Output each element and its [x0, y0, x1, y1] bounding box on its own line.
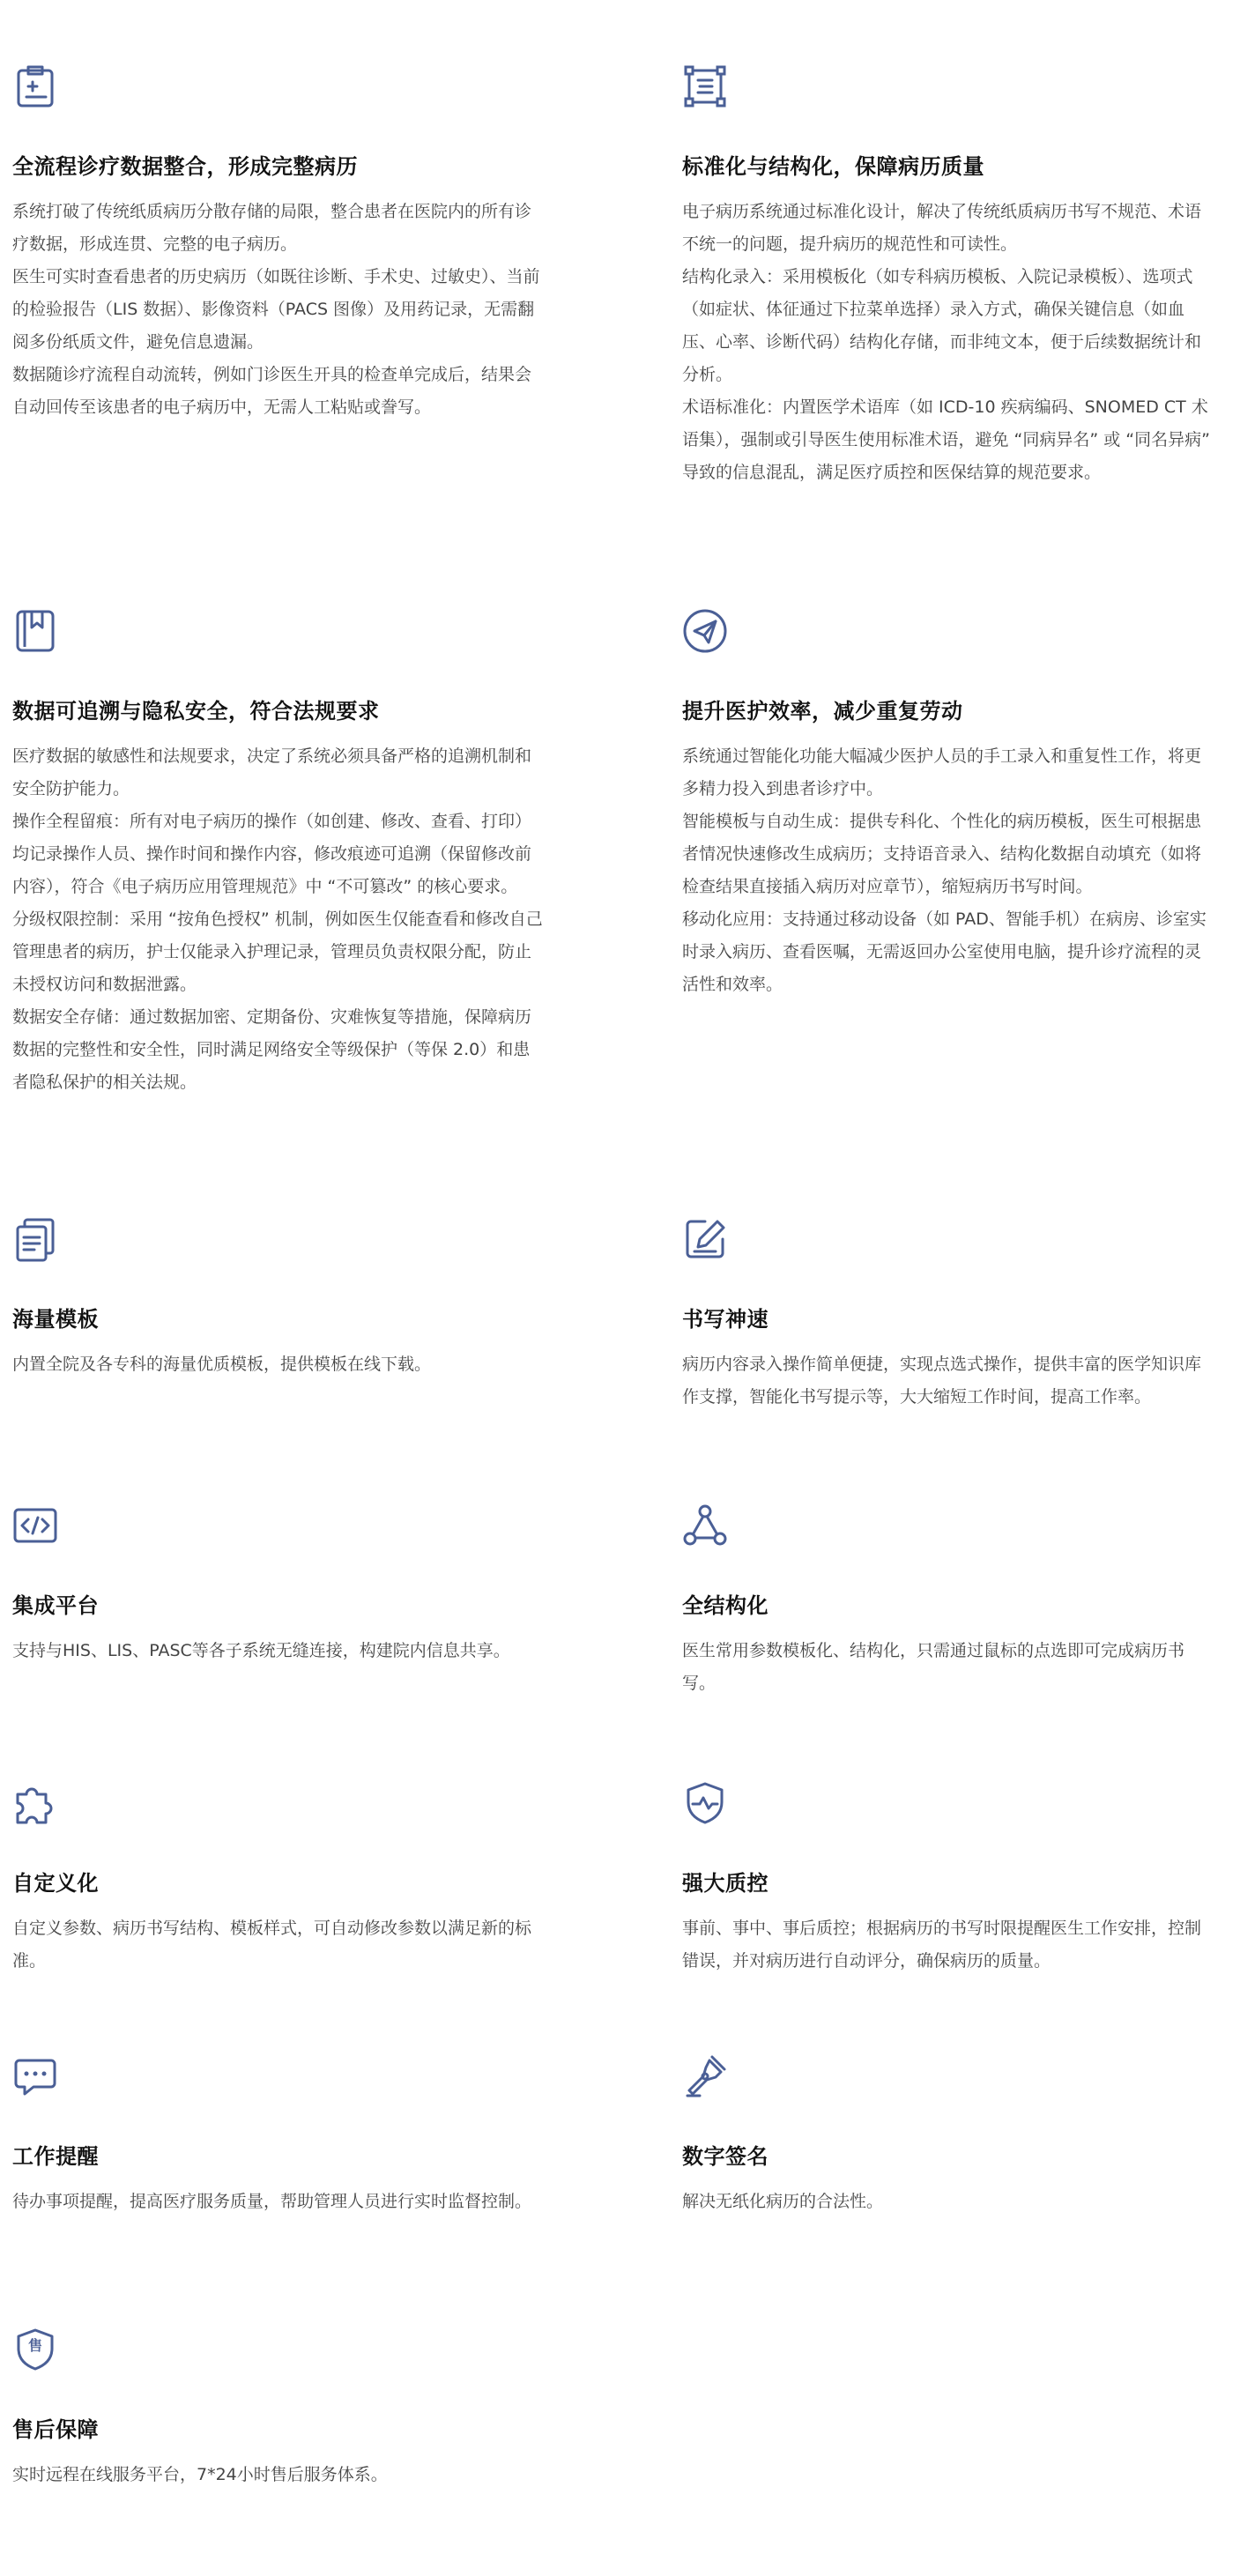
feature-paragraph: 数据随诊疗流程自动流转，例如门诊医生开具的检查单完成后，结果会自动回传至该患者的电子病历中，无需人工粘贴或誊写。: [12, 365, 532, 417]
feature-card-quality-control: [670, 1780, 1216, 1978]
after-sales-badge-text: 售: [27, 2337, 42, 2354]
edit-pen-icon: [682, 1216, 728, 1262]
feature-card-after-sales: [0, 2327, 546, 2491]
feature-title: 海量模板: [12, 1307, 99, 1332]
feature-paragraph: 内置全院及各专科的海量优质模板，提供模板在线下载。: [12, 1355, 432, 1374]
feature-title: 强大质控: [682, 1871, 769, 1896]
feature-title: 全流程诊疗数据整合，形成完整病历: [12, 154, 358, 179]
feature-card-templates: [0, 1216, 546, 1381]
feature-paragraph: 待办事项提醒，提高医疗服务质量，帮助管理人员进行实时监督控制。: [12, 2192, 532, 2211]
feature-title: 售后保障: [12, 2417, 99, 2442]
feature-title: 全结构化: [682, 1593, 769, 1618]
feature-title: 提升医护效率，减少重复劳动: [682, 699, 963, 724]
feature-paragraph: 数据安全存储：通过数据加密、定期备份、灾难恢复等措施，保障病历数据的完整性和安全性，同时满足网络安全等级保护（等保 2.0）和患者隐私保护的相关法规。: [12, 1007, 532, 1092]
documents-icon: [12, 1216, 58, 1262]
feature-paragraph: 系统通过智能化功能大幅减少医护人员的手工录入和重复性工作，将更多精力投入到患者诊疗中。: [682, 746, 1202, 798]
feature-paragraph: 支持与HIS、LIS、PASC等各子系统无缝连接，构建院内信息共享。: [12, 1641, 510, 1660]
puzzle-icon: [12, 1780, 58, 1826]
feature-paragraph: 分级权限控制：采用 “按角色授权” 机制，例如医生仅能查看和修改自己管理患者的病历，护士仅能录入护理记录，管理员负责权限分配，防止未授权访问和数据泄露。: [12, 909, 543, 994]
shield-pulse-icon: [682, 1780, 728, 1826]
feature-paragraph: 系统打破了传统纸质病历分散存储的局限，整合患者在医院内的所有诊疗数据，形成连贯、完整的电子病历。: [12, 202, 532, 254]
feature-card-full-structure: [670, 1503, 1216, 1700]
feature-card-efficiency: [670, 608, 1216, 1001]
fountain-pen-icon: [682, 2053, 728, 2099]
feature-paragraph: 实时远程在线服务平台，7*24小时售后服务体系。: [12, 2465, 388, 2484]
structured-list-icon: [682, 63, 728, 109]
after-sales-badge-icon: [12, 2327, 58, 2372]
feature-card-reminder: [0, 2053, 546, 2218]
feature-paragraph: 病历内容录入操作简单便捷，实现点选式操作，提供丰富的医学知识库作支撑，智能化书写提示等，大大缩短工作时间，提高工作率。: [682, 1355, 1202, 1407]
feature-title: 标准化与结构化，保障病历质量: [682, 154, 984, 179]
feature-card-traceability: [0, 608, 546, 1099]
code-icon: [12, 1503, 58, 1548]
feature-paragraph: 智能模板与自动生成：提供专科化、个性化的病历模板，医生可根据患者情况快速修改生成病历；支持语音录入、结构化数据自动填充（如将检查结果直接插入病历对应章节），缩短病历书写时间。: [682, 812, 1202, 896]
feature-paragraph: 结构化录入：采用模板化（如专科病历模板、入院记录模板）、选项式（如症状、体征通过下拉菜单选择）录入方式，确保关键信息（如血压、心率、诊断代码）结构化存储，而非纯文本，便于后续数据统计和分析。: [682, 267, 1202, 384]
feature-paragraph: 医生可实时查看患者的历史病历（如既往诊断、手术史、过敏史）、当前的检验报告（LIS 数据）、影像资料（PACS 图像）及用药记录，无需翻阅多份纸质文件，避免信息遗漏。: [12, 267, 540, 352]
feature-title: 数据可追溯与隐私安全，符合法规要求: [12, 699, 380, 724]
feature-card-full-process: [0, 63, 546, 424]
feature-title: 自定义化: [12, 1871, 99, 1896]
feature-card-standardization: [670, 63, 1216, 489]
feature-card-digital-signature: [670, 2053, 1216, 2218]
feature-paragraph: 解决无纸化病历的合法性。: [682, 2192, 884, 2211]
feature-card-integration: [0, 1503, 546, 1667]
feature-paragraph: 操作全程留痕：所有对电子病历的操作（如创建、修改、查看、打印）均记录操作人员、操作时间和操作内容，修改痕迹可追溯（保留修改前内容），符合《电子病历应用管理规范》中 “不可篡改” 的核心要求。: [12, 812, 532, 896]
feature-title: 书写神速: [682, 1307, 769, 1332]
clipboard-plus-icon: [12, 63, 58, 109]
feature-card-customization: [0, 1780, 546, 1978]
feature-paragraph: 术语标准化：内置医学术语库（如 ICD-10 疾病编码、SNOMED CT 术语集），强制或引导医生使用标准术语，避免 “同病异名” 或 “同名异病” 导致的信息混乱，满足医疗质控和医保结算的规范要求。: [682, 397, 1210, 482]
feature-title: 工作提醒: [12, 2144, 99, 2169]
feature-title: 数字签名: [682, 2144, 769, 2169]
feature-paragraph: 医疗数据的敏感性和法规要求，决定了系统必须具备严格的追溯机制和安全防护能力。: [12, 746, 532, 798]
feature-card-fast-writing: [670, 1216, 1216, 1414]
network-nodes-icon: [682, 1503, 728, 1548]
feature-paragraph: 电子病历系统通过标准化设计，解决了传统纸质病历书写不规范、术语不统一的问题，提升病历的规范性和可读性。: [682, 202, 1202, 254]
feature-title: 集成平台: [12, 1593, 99, 1618]
feature-paragraph: 移动化应用：支持通过移动设备（如 PAD、智能手机）在病房、诊室实时录入病历、查看医嘱，无需返回办公室使用电脑，提升诊疗流程的灵活性和效率。: [682, 909, 1207, 994]
feature-paragraph: 自定义参数、病历书写结构、模板样式，可自动修改参数以满足新的标准。: [12, 1919, 532, 1971]
feature-paragraph: 事前、事中、事后质控；根据病历的书写时限提醒医生工作安排，控制错误，并对病历进行自动评分，确保病历的质量。: [682, 1919, 1202, 1971]
bookmark-book-icon: [12, 608, 58, 654]
paper-plane-icon: [682, 608, 728, 654]
feature-paragraph: 医生常用参数模板化、结构化，只需通过鼠标的点选即可完成病历书写。: [682, 1641, 1185, 1693]
chat-bubble-icon: [12, 2053, 58, 2099]
